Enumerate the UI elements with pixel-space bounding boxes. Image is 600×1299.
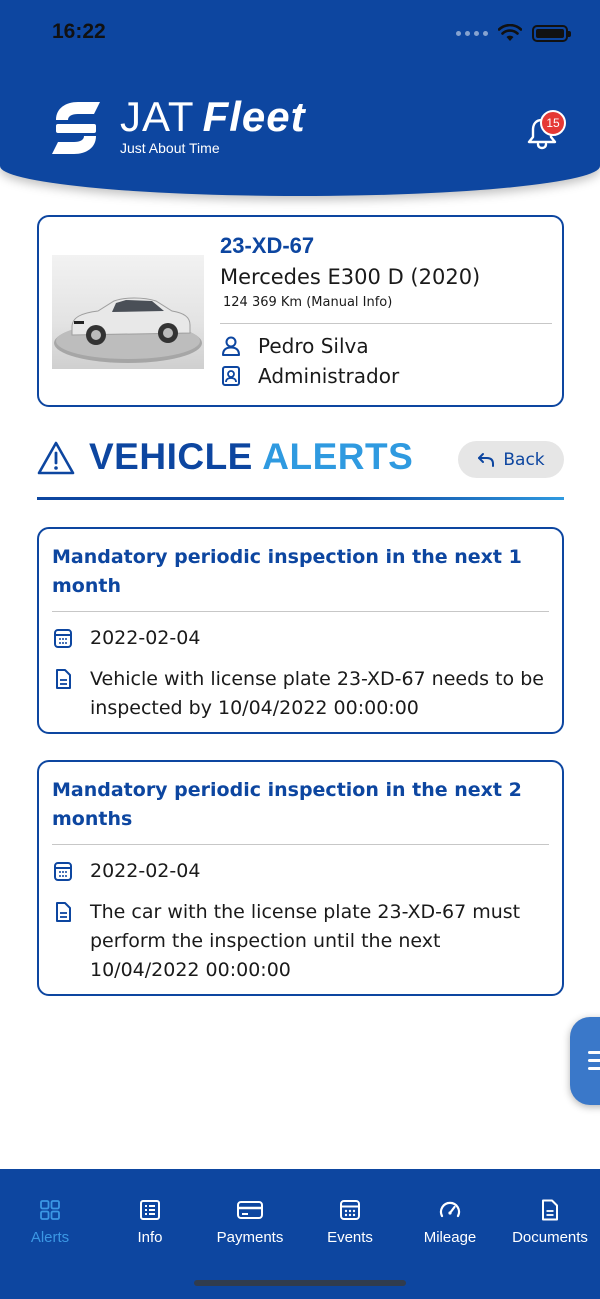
page-title (89, 436, 413, 478)
alert-divider (52, 611, 549, 612)
vehicle-photo (52, 255, 204, 369)
status-time: 16:22 (52, 20, 106, 43)
alert-date: 2022-02-04 (90, 627, 201, 649)
back-button[interactable] (458, 441, 564, 478)
app-logo (48, 93, 306, 158)
vehicle-model: Mercedes E300 D (2020) (220, 265, 481, 289)
credit-card-icon (237, 1199, 263, 1221)
nav-label: Info (137, 1229, 163, 1246)
wifi-icon (498, 24, 522, 42)
alert-title: Mandatory periodic inspection in the next 1 month (52, 546, 522, 597)
nav-label: Payments (216, 1229, 284, 1246)
driver-role: Administrador (258, 364, 400, 388)
vehicle-mileage: 124 369 Km (Manual Info) (223, 295, 393, 310)
alert-title: Mandatory periodic inspection in the next 2 months (52, 779, 522, 830)
status-bar (0, 0, 600, 66)
alert-description-row (52, 665, 549, 723)
driver-row (220, 334, 552, 358)
alert-card[interactable] (37, 760, 564, 996)
id-badge-icon (220, 365, 242, 387)
nav-label: Documents (512, 1229, 588, 1246)
calendar-icon (52, 627, 74, 649)
vehicle-alerts-section-header (37, 436, 564, 502)
nav-item-mileage[interactable] (400, 1199, 500, 1246)
home-indicator[interactable] (194, 1280, 406, 1286)
nav-item-events[interactable] (300, 1199, 400, 1246)
document-icon (539, 1199, 561, 1221)
nav-item-payments[interactable] (200, 1199, 300, 1246)
brand-tagline: Just About Time (120, 140, 220, 156)
nav-label: Events (327, 1229, 373, 1246)
document-icon (52, 668, 74, 690)
brand-name-part2: Fleet (202, 93, 306, 140)
signal-dots-icon (456, 31, 488, 36)
list-icon (139, 1199, 161, 1221)
alert-date-row (52, 624, 549, 653)
vehicle-summary-card[interactable] (37, 215, 564, 407)
role-row (220, 364, 552, 388)
battery-icon (532, 25, 568, 42)
status-icons (456, 24, 568, 42)
calendar-icon (339, 1199, 361, 1221)
alert-card[interactable] (37, 527, 564, 734)
back-button-label: Back (503, 449, 545, 470)
alert-date-row (52, 857, 549, 886)
alert-description: Vehicle with license plate 23-XD-67 needs to be inspected by 10/04/2022 00:00:00 (90, 668, 544, 719)
grid-icon (39, 1199, 61, 1221)
nav-label: Mileage (423, 1229, 477, 1246)
driver-name: Pedro Silva (258, 334, 369, 358)
user-icon (220, 335, 242, 357)
speedometer-icon (439, 1199, 461, 1221)
card-divider (220, 323, 552, 324)
notification-count-badge: 15 (540, 110, 566, 136)
alert-description-row (52, 898, 549, 985)
nav-item-alerts[interactable] (0, 1199, 100, 1246)
nav-label: Alerts (30, 1229, 70, 1246)
page-title-part1: VEHICLE (89, 436, 253, 477)
warning-icon (37, 440, 75, 476)
back-arrow-icon (477, 452, 495, 468)
app-header (0, 0, 600, 196)
alert-description: The car with the license plate 23-XD-67 must perform the inspection until the next 10/04/2022 00:00:00 (90, 901, 521, 981)
alert-date: 2022-02-04 (90, 860, 201, 882)
vehicle-plate: 23-XD-67 (220, 233, 315, 258)
document-icon (52, 901, 74, 923)
page-title-part2: ALERTS (262, 436, 414, 477)
calendar-icon (52, 860, 74, 882)
nav-item-info[interactable] (100, 1199, 200, 1246)
section-underline (37, 497, 564, 500)
nav-item-documents[interactable] (500, 1199, 600, 1246)
brand-name-part1: JAT (120, 93, 195, 140)
alert-divider (52, 844, 549, 845)
jat-logo-icon (48, 98, 104, 158)
side-menu-handle[interactable] (570, 1017, 600, 1105)
